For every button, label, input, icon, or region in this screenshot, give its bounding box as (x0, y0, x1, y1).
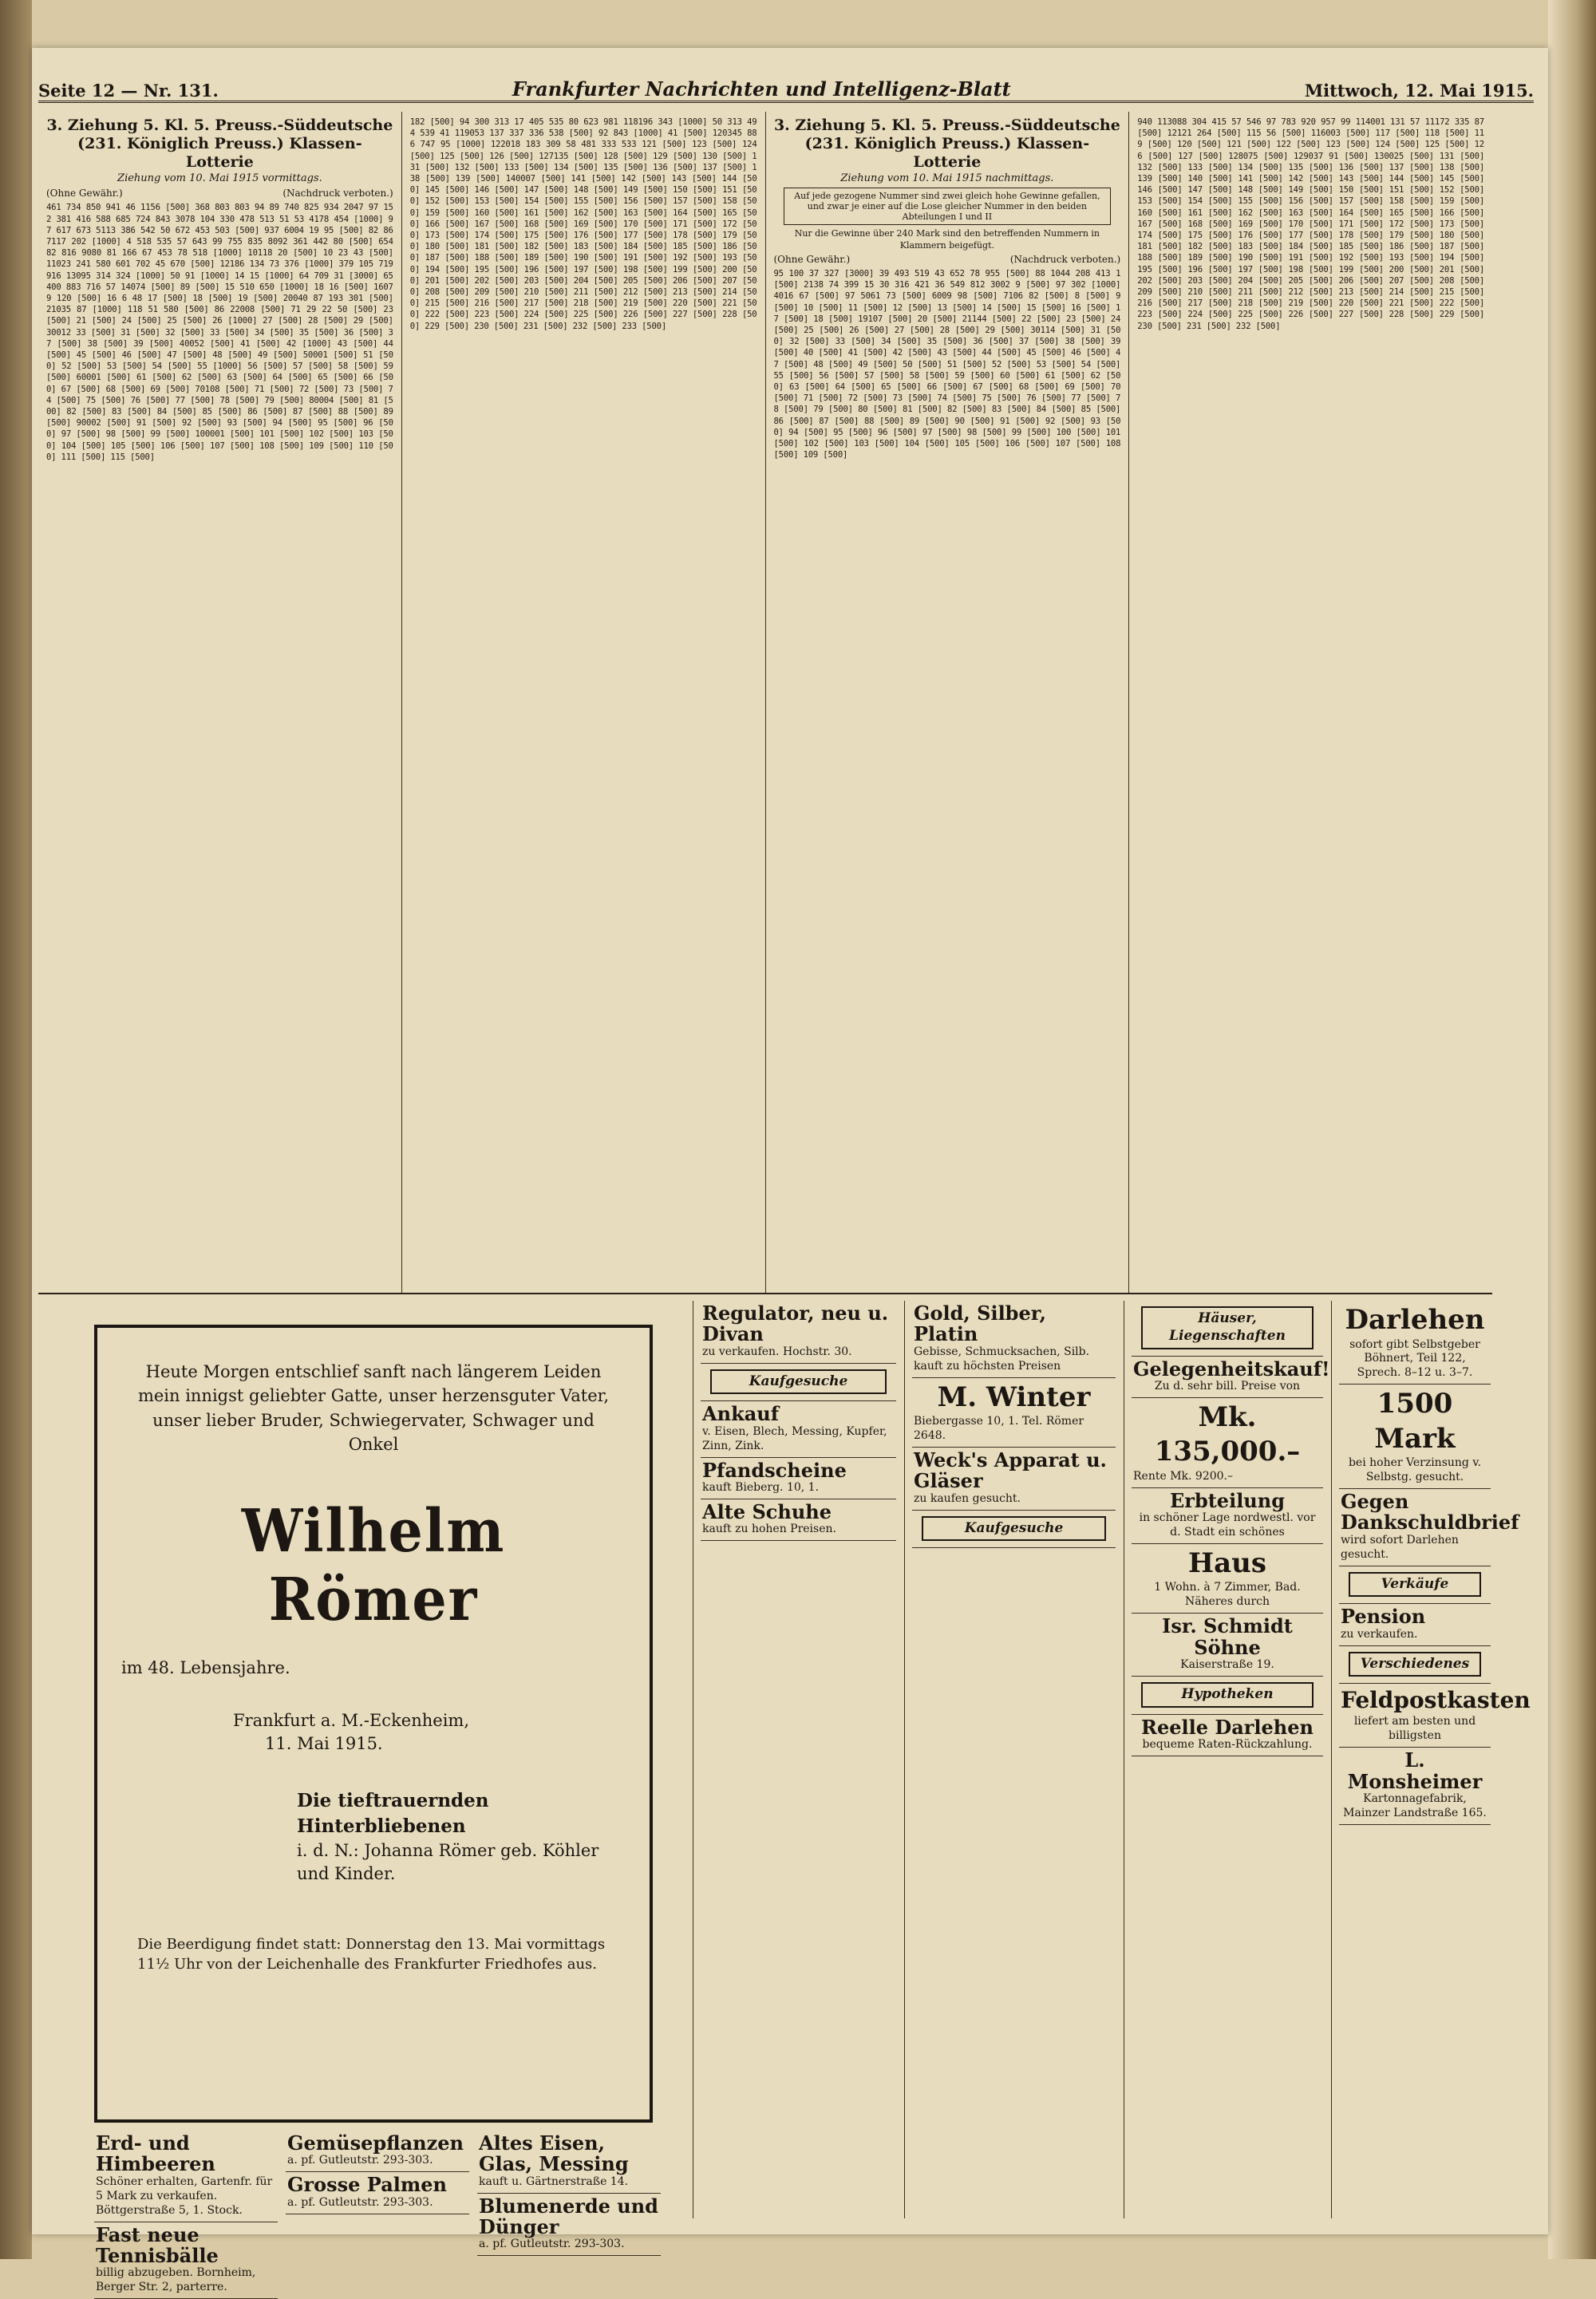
ad-headline: Reelle Darlehen (1133, 1717, 1321, 1738)
ad-text: a. pf. Gutleutstr. 293-303. (287, 2154, 433, 2167)
ad-text: kauft Bieberg. 10, 1. (702, 1481, 819, 1494)
lottery-date: Ziehung vom 10. Mai 1915 vormittags. (46, 172, 393, 184)
classified-ad (286, 2131, 469, 2172)
classified-ad (1132, 1398, 1323, 1488)
column-rule (1331, 1301, 1332, 2218)
ad-headline: Feldpostkasten (1341, 1686, 1489, 1715)
ad-text: kauft zu hohen Preisen. (702, 1523, 836, 1535)
ad-headline: Erbteilung (1133, 1491, 1321, 1511)
section-heading (912, 1511, 1116, 1549)
lottery-numbers: 461 734 850 941 46 1156 [500] 368 803 803 94 89 740 825 934 2047 97 152 381 416 588 685 724 843 3078 104 330 478 513 51 53 4178 454 [1000] 97 617 673 5113 386 542 50 672 453 503 [500] 937 6004 19 95 [500] 82 86 7117 202 [1000] 4 518 535 57 643 99 755 835 8092 361 442 80 [500] 654 82 816 9080 81 166 67 453 78 518 [1000] 10118 20 [500] 10 23 43 [500] 11023 241 580 601 702 45 670 [500] 12186 134 73 376 [1000] 379 105 719 916 13095 314 324 [1000] 50 91 [1000] 14 15 [1000] 64 709 31 [3000] 65 400 883 716 57 14074 [500] 89 [500] 15 510 650 [1000] 18 16 [500] 16079 120 [500] 16 6 48 17 [500] 18 [500] 19 [500] 20040 87 193 301 [500] 21035 87 [1000] 118 51 580 [500] 86 22008 [500] 71 29 22 50 [500] 23 [500] 21 [500] 24 [500] 25 [500] 26 [1000] 27 [500] 28 [500] 29 [500] 30012 33 [500] 31 [500] 32 [500] 33 [500] 34 [500] 35 [500] 36 [500] 37 [500] 38 [500] 39 [500] 40052 [500] 41 [500] 42 [1000] 43 [500] 44 [500] 45 [500] 46 [500] 47 [500] 48 [500] 49 [500] 50001 [500] 51 [500] 52 [500] 53 [500] 54 [500] 55 [1000] 56 [500] 57 [500] 58 [500] 59 [500] 60001 [500] 61 [500] 62 [500] 63 [500] 64 [500] 65 [500] 66 [500] 67 [500] 68 [500] 69 [500] 70108 [500] 71 [500] 72 [500] 73 [500] 74 [500] 75 [500] 76 [500] 77 [500] 78 [500] 79 [500] 80004 [500] 81 [500] 82 [500] 83 [500] 84 [500] 85 [500] 86 [500] 87 [500] 88 [500] 89 [500] 90002 [500] 91 [500] 92 [500] 93 [500] 94 [500] 95 [500] 96 [500] 97 [500] 98 [500] 99 [500] 100001 [500] 101 [500] 102 [500] 103 [500] 104 [500] 105 [500] 106 [500] 107 [500] 108 [500] 109 [500] 110 [500] 111 [500] 115 [500] (46, 202, 393, 463)
ad-text: kauft u. Gärtnerstraße 14. (479, 2175, 628, 2188)
ad-column-c (477, 2131, 661, 2256)
classified-ad (1339, 1385, 1491, 1489)
ad-headline: Gold, Silber, Platin (914, 1303, 1114, 1345)
ad-text: sofort gibt Selbstgeber Böhnert, Teil 122, Sprech. 8–12 u. 3–7. (1349, 1338, 1480, 1380)
lottery-title: 3. Ziehung 5. Kl. 5. Preuss.-Süddeutsche (231. Königlich Preuss.) Klassen-Lotterie (46, 117, 393, 171)
section-heading (1132, 1301, 1323, 1357)
classified-ad (701, 1301, 896, 1364)
page-fold (1548, 0, 1596, 2259)
ad-headline: Grosse Palmen (287, 2175, 468, 2195)
classified-ad (912, 1378, 1116, 1448)
ad-headline: Ankauf (702, 1404, 895, 1424)
mourners (297, 1788, 610, 1886)
classified-ad (1132, 1544, 1323, 1614)
section-title: Hypotheken (1141, 1682, 1314, 1708)
ad-text: zu verkaufen. Hochstr. 30. (702, 1345, 852, 1358)
lottery-column-4 (1129, 112, 1492, 1293)
lottery-column-2 (402, 112, 766, 1293)
ad-text: a. pf. Gutleutstr. 293-303. (479, 2238, 625, 2250)
page-header (38, 69, 1534, 103)
deceased-age: im 48. Lebensjahre. (121, 1658, 610, 1677)
ad-headline: Blumenerde und Dünger (479, 2196, 659, 2238)
ad-headline: Fast neue Tennisbälle (96, 2225, 276, 2267)
funeral-notice: Die Beerdigung findet statt: Donnerstag den 13. Mai vormittags 11½ Uhr von der Leichenhalle des Frankfurter Friedhofes aus. (137, 1934, 610, 1974)
ad-column-a (94, 2131, 278, 2299)
issue-date: Mittwoch, 12. Mai 1915. (1305, 81, 1534, 101)
classified-ad (1132, 1488, 1323, 1544)
column-rule (904, 1301, 905, 2218)
section-title: Häuser, Liegenschaften (1141, 1306, 1314, 1349)
ad-text: zu kaufen gesucht. (914, 1492, 1021, 1505)
obituary-place (233, 1709, 610, 1756)
page-number: Seite 12 — Nr. 131. (38, 81, 219, 101)
ad-text: Kaiserstraße 19. (1180, 1658, 1274, 1671)
masthead: Frankfurter Nachrichten und Intelligenz-Blatt (512, 77, 1011, 101)
classified-ad (701, 1458, 896, 1499)
lottery-note (774, 254, 1121, 265)
ad-text: Schöner erhalten, Gartenfr. für 5 Mark zu verkaufen. Böttgerstraße 5, 1. Stock. (96, 2175, 272, 2217)
ad-headline: Alte Schuhe (702, 1502, 895, 1523)
ad-text: zu verkaufen. (1341, 1628, 1418, 1641)
classified-ad (701, 1401, 896, 1457)
ad-text: billig abzugeben. Bornheim, Berger Str. 2, parterre. (96, 2266, 255, 2293)
classified-ad (912, 1301, 1116, 1378)
ad-column-f (1132, 1301, 1323, 1756)
ad-headline: Darlehen (1341, 1303, 1489, 1338)
ad-column-d (701, 1301, 896, 1541)
ad-headline: Gegen Dankschuldbrief (1341, 1491, 1489, 1534)
lottery-small-note: Nur die Gewinne über 240 Mark sind den betreffenden Nummern in Klammern beigefügt. (774, 228, 1121, 251)
obituary-date: 11. Mai 1915. (265, 1732, 610, 1756)
ad-text: 1 Wohn. à 7 Zimmer, Bad. Näheres durch (1154, 1581, 1300, 1608)
ad-headline: Altes Eisen, Glas, Messing (479, 2133, 659, 2175)
ad-text: a. pf. Gutleutstr. 293-303. (287, 2196, 433, 2209)
section-title: Kaufgesuche (922, 1516, 1106, 1542)
reprint-note: (Nachdruck verboten.) (1010, 254, 1120, 265)
classified-ad (1339, 1604, 1491, 1645)
ad-text: Gebisse, Schmucksachen, Silb. kauft zu höchsten Preisen (914, 1345, 1089, 1373)
lottery-date: Ziehung vom 10. Mai 1915 nachmittags. (774, 172, 1121, 184)
classified-ad (286, 2172, 469, 2214)
classified-ad (912, 1448, 1116, 1511)
obituary-notice (94, 1325, 653, 2123)
section-title: Verkäufe (1349, 1572, 1481, 1598)
classified-ad (1339, 1684, 1491, 1748)
ad-headline: Mk. 135,000.– (1133, 1400, 1321, 1470)
ad-headline: 1500 Mark (1341, 1387, 1489, 1456)
ad-headline: L. Monsheimer (1341, 1750, 1489, 1792)
classified-ad (1339, 1489, 1491, 1566)
lottery-numbers: 95 100 37 327 [3000] 39 493 519 43 652 78 955 [500] 88 1044 208 413 1 [500] 2138 74 399 15 30 316 421 36 549 812 3002 9 [500] 97 302 [1000] 4016 67 [500] 97 5061 73 [500] 6009 98 [500] 7106 82 [500] 8 [500] 9 [500] 10 [500] 11 [500] 12 [500] 13 [500] 14 [500] 15 [500] 16 [500] 17 [500] 18 [500] 19107 [500] 20 [500] 21144 [500] 22 [500] 23 [500] 24 [500] 25 [500] 26 [500] 27 [500] 28 [500] 29 [500] 30114 [500] 31 [500] 32 [500] 33 [500] 34 [500] 35 [500] 36 [500] 37 [500] 38 [500] 39 [500] 40 [500] 41 [500] 42 [500] 43 [500] 44 [500] 45 [500] 46 [500] 47 [500] 48 [500] 49 [500] 50 [500] 51 [500] 52 [500] 53 [500] 54 [500] 55 [500] 56 [500] 57 [500] 58 [500] 59 [500] 60 [500] 61 [500] 62 [500] 63 [500] 64 [500] 65 [500] 66 [500] 67 [500] 68 [500] 69 [500] 70 [500] 71 [500] 72 [500] 73 [500] 74 [500] 75 [500] 76 [500] 77 [500] 78 [500] 79 [500] 80 [500] 81 [500] 82 [500] 83 [500] 84 [500] 85 [500] 86 [500] 87 [500] 88 [500] 89 [500] 90 [500] 91 [500] 92 [500] 93 [500] 94 [500] 95 [500] 96 [500] 97 [500] 98 [500] 99 [500] 100 [500] 101 [500] 102 [500] 103 [500] 104 [500] 105 [500] 106 [500] 107 [500] 108 [500] 109 [500] (774, 268, 1121, 460)
ad-column-g (1339, 1301, 1491, 1825)
reprint-note: (Nachdruck verboten.) (282, 188, 393, 199)
classified-ad (1132, 1715, 1323, 1756)
classified-ad (94, 2222, 278, 2299)
ad-text: v. Eisen, Blech, Messing, Kupfer, Zinn, Zink. (702, 1425, 887, 1452)
classified-ad (94, 2131, 278, 2222)
ad-headline: Weck's Apparat u. Gläser (914, 1450, 1114, 1492)
ad-text: bei hoher Verzinsung v. Selbstg. gesucht. (1349, 1456, 1481, 1483)
lottery-notice-box: Auf jede gezogene Nummer sind zwei gleich hohe Gewinne gefallen, und zwar je einer auf die Lose gleicher Nummer in den beiden Abteilungen I und II (784, 188, 1112, 225)
lottery-title: 3. Ziehung 5. Kl. 5. Preuss.-Süddeutsche (231. Königlich Preuss.) Klassen-Lotterie (774, 117, 1121, 171)
deceased-name: Wilhelm Römer (156, 1497, 591, 1634)
classified-ad (701, 1499, 896, 1541)
section-title: Kaufgesuche (710, 1369, 887, 1395)
advertisements (38, 1301, 1492, 2218)
ad-headline: Regulator, neu u. Divan (702, 1303, 895, 1345)
lottery-column-3 (766, 112, 1130, 1293)
section-heading (701, 1364, 896, 1402)
section-heading (1132, 1677, 1323, 1715)
mourners-names: i. d. N.: Johanna Römer geb. Köhler und Kinder. (297, 1839, 610, 1886)
classified-ad (1132, 1357, 1323, 1398)
classified-ad (477, 2194, 661, 2257)
ad-text: Zu d. sehr bill. Preise von (1155, 1380, 1300, 1392)
classified-ad (477, 2131, 661, 2194)
ad-headline: Gelegenheitskauf! (1133, 1359, 1321, 1380)
lottery-numbers: 940 113088 304 415 57 546 97 783 920 957 99 114001 131 57 11172 335 87 [500] 12121 264 [500] 115 56 [500] 116003 [500] 117 [500] 118 [500] 119 [500] 120 [500] 121 [500] 122 [500] 123 [500] 124 [500] 125 [500] 126 [500] 127 [500] 128075 [500] 129037 91 [500] 130025 [500] 131 [500] 132 [500] 133 [500] 134 [500] 135 [500] 136 [500] 137 [500] 138 [500] 139 [500] 140 [500] 141 [500] 142 [500] 143 [500] 144 [500] 145 [500] 146 [500] 147 [500] 148 [500] 149 [500] 150 [500] 151 [500] 152 [500] 153 [500] 154 [500] 155 [500] 156 [500] 157 [500] 158 [500] 159 [500] 160 [500] 161 [500] 162 [500] 163 [500] 164 [500] 165 [500] 166 [500] 167 [500] 168 [500] 169 [500] 170 [500] 171 [500] 172 [500] 173 [500] 174 [500] 175 [500] 176 [500] 177 [500] 178 [500] 179 [500] 180 [500] 181 [500] 182 [500] 183 [500] 184 [500] 185 [500] 186 [500] 187 [500] 188 [500] 189 [500] 190 [500] 191 [500] 192 [500] 193 [500] 194 [500] 195 [500] 196 [500] 197 [500] 198 [500] 199 [500] 200 [500] 201 [500] 202 [500] 203 [500] 204 [500] 205 [500] 206 [500] 207 [500] 208 [500] 209 [500] 210 [500] 211 [500] 212 [500] 213 [500] 214 [500] 215 [500] 216 [500] 217 [500] 218 [500] 219 [500] 220 [500] 221 [500] 222 [500] 223 [500] 224 [500] 225 [500] 226 [500] 227 [500] 228 [500] 229 [500] 230 [500] 231 [500] 232 [500] (1137, 117, 1484, 332)
classified-ad (1132, 1614, 1323, 1677)
ad-headline: Gemüsepflanzen (287, 2133, 468, 2154)
ad-headline: Pfandscheine (702, 1460, 895, 1481)
ad-headline: Pension (1341, 1606, 1489, 1627)
no-warranty-note: (Ohne Gewähr.) (46, 188, 123, 199)
obituary-location: Frankfurt a. M.-Eckenheim, (233, 1709, 610, 1732)
lottery-column-1 (38, 112, 402, 1293)
ad-text: Rente Mk. 9200.– (1133, 1470, 1233, 1483)
section-heading (1339, 1646, 1491, 1685)
lottery-results (38, 112, 1492, 1294)
ad-text: in schöner Lage nordwestl. vor d. Stadt ein schönes (1140, 1511, 1316, 1539)
ad-headline: Isr. Schmidt Söhne (1133, 1616, 1321, 1658)
classified-ad (1339, 1301, 1491, 1385)
ad-column-b (286, 2131, 469, 2214)
lottery-numbers: 182 [500] 94 300 313 17 405 535 80 623 981 118196 343 [1000] 50 313 494 539 41 119053 137 337 336 538 [500] 92 843 [1000] 41 [500] 120345 886 747 95 [1000] 122018 183 309 58 481 333 533 121 [500] 123 [500] 124 [500] 125 [500] 126 [500] 127135 [500] 128 [500] 129 [500] 130 [500] 131 [500] 132 [500] 133 [500] 134 [500] 135 [500] 136 [500] 137 [500] 138 [500] 139 [500] 140007 [500] 141 [500] 142 [500] 143 [500] 144 [500] 145 [500] 146 [500] 147 [500] 148 [500] 149 [500] 150 [500] 151 [500] 152 [500] 153 [500] 154 [500] 155 [500] 156 [500] 157 [500] 158 [500] 159 [500] 160 [500] 161 [500] 162 [500] 163 [500] 164 [500] 165 [500] 166 [500] 167 [500] 168 [500] 169 [500] 170 [500] 171 [500] 172 [500] 173 [500] 174 [500] 175 [500] 176 [500] 177 [500] 178 [500] 179 [500] 180 [500] 181 [500] 182 [500] 183 [500] 184 [500] 185 [500] 186 [500] 187 [500] 188 [500] 189 [500] 190 [500] 191 [500] 192 [500] 193 [500] 194 [500] 195 [500] 196 [500] 197 [500] 198 [500] 199 [500] 200 [500] 201 [500] 202 [500] 203 [500] 204 [500] 205 [500] 206 [500] 207 [500] 208 [500] 209 [500] 210 [500] 211 [500] 212 [500] 213 [500] 214 [500] 215 [500] 216 [500] 217 [500] 218 [500] 219 [500] 220 [500] 221 [500] 222 [500] 223 [500] 224 [500] 225 [500] 226 [500] 227 [500] 228 [500] 229 [500] 230 [500] 231 [500] 232 [500] 233 [500] (410, 117, 757, 332)
ad-headline: M. Winter (914, 1381, 1114, 1416)
ad-text: wird sofort Darlehen gesucht. (1341, 1534, 1459, 1561)
book-spine (0, 0, 32, 2259)
ad-text: liefert am besten und billigsten (1354, 1715, 1476, 1742)
ad-text: bequeme Raten-Rückzahlung. (1143, 1738, 1313, 1751)
ad-text: Kartonnagefabrik, Mainzer Landstraße 165. (1343, 1792, 1487, 1819)
section-title: Verschiedenes (1349, 1652, 1481, 1677)
ad-headline: Haus (1133, 1546, 1321, 1582)
section-heading (1339, 1566, 1491, 1605)
ad-headline: Erd- und Himbeeren (96, 2133, 276, 2175)
mourners-title: Die tieftrauernden Hinterbliebenen (297, 1788, 610, 1839)
lottery-note (46, 188, 393, 199)
ad-column-e (912, 1301, 1116, 1548)
obituary-intro: Heute Morgen entschlief sanft nach längerem Leiden mein innigst geliebter Gatte, unser herzensguter Vater, unser lieber Bruder, Schwiegervater, Schwager und Onkel (137, 1360, 610, 1457)
no-warranty-note: (Ohne Gewähr.) (774, 254, 851, 265)
ad-text: Biebergasse 10, 1. Tel. Römer 2648. (914, 1415, 1084, 1442)
classified-ad (1339, 1748, 1491, 1825)
